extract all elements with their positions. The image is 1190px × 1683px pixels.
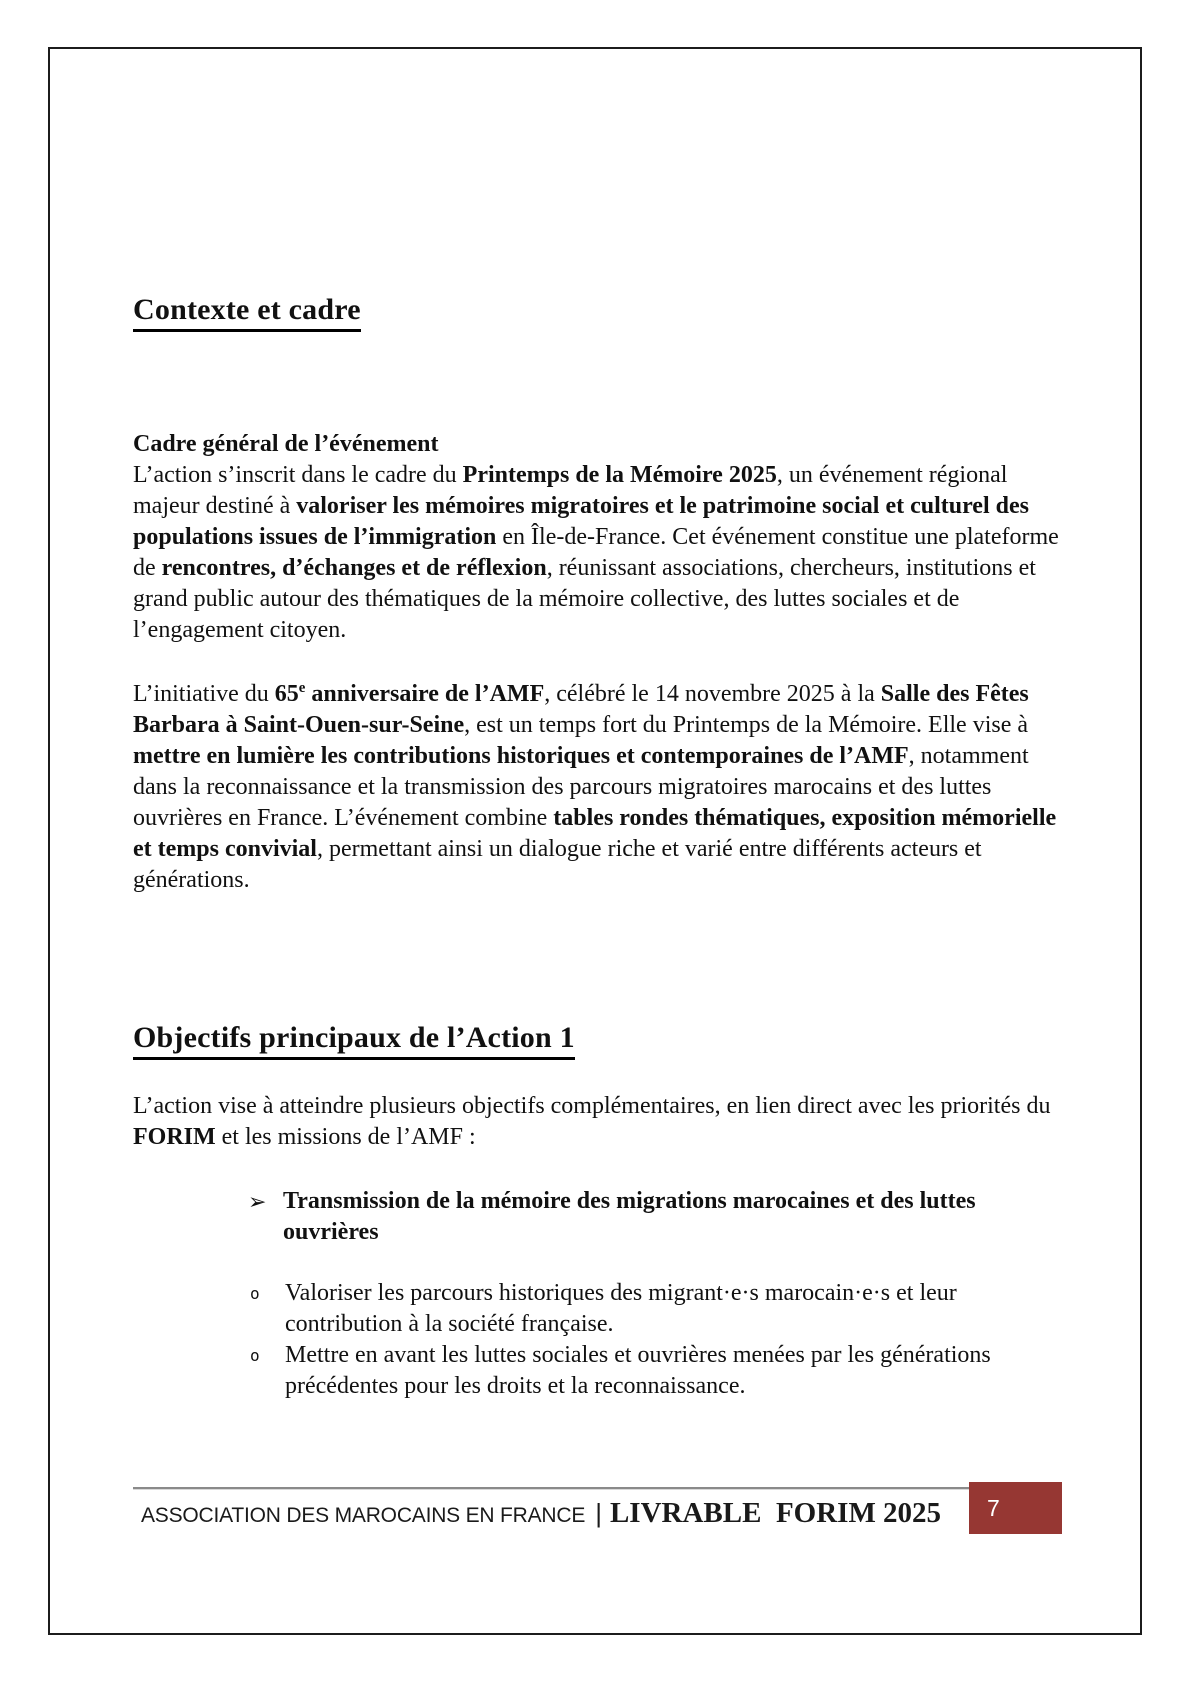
sub-bullet-list (133, 1278, 1062, 1402)
page-footer (133, 1487, 1062, 1547)
list-item (248, 1278, 1062, 1340)
bullet-transmission-text: Transmission de la mémoire des migrations marocaines et des luttes ouvrières (283, 1188, 976, 1245)
footer-organization: ASSOCIATION DES MAROCAINS EN FRANCE (141, 1504, 586, 1527)
paragraph-objectifs-intro: L’action vise à atteindre plusieurs objectifs complémentaires, en lien direct avec les priorités du FORIM et les missions de l’AMF : (133, 1093, 1051, 1150)
page-number: 7 (987, 1494, 1000, 1521)
arrow-bullet-icon: ➢ (248, 1189, 267, 1214)
bullet-transmission (248, 1186, 1062, 1248)
footer-text (141, 1497, 941, 1530)
page-number-badge (969, 1482, 1062, 1534)
footer-document-label: LIVRABLE FORIM 2025 (609, 1497, 942, 1529)
subheading-cadre-general: Cadre général de l’événement (133, 431, 439, 457)
circle-bullet-icon: o (250, 1346, 260, 1365)
footer-divider (133, 1487, 969, 1490)
footer-separator: | (595, 1498, 602, 1528)
section-heading-objectifs: Objectifs principaux de l’Action 1 (133, 1021, 575, 1060)
page-content (133, 49, 1062, 1402)
list-item (248, 1340, 1062, 1402)
circle-bullet-icon: o (250, 1284, 260, 1303)
paragraph-65e-anniversaire: L’initiative du 65e anniversaire de l’AMF, célébré le 14 novembre 2025 à la Salle des Fêtes Barbara à Saint-Ouen-sur-Seine, est un temps fort du Printemps de la Mémoire. Elle vise à mettre en lumière les contributions historiques et contemporaines de l’AMF, notamment dans la reconnaissance et la transmission des parcours migratoires marocains et des luttes ouvrières en France. L’événement combine tables rondes thématiques, exposition mémorielle et temps convivial, permettant ainsi un dialogue riche et varié entre différents acteurs et générations. (133, 680, 1057, 893)
document-page (48, 47, 1142, 1635)
paragraph-printemps-memoire: L’action s’inscrit dans le cadre du Printemps de la Mémoire 2025, un événement régional majeur destiné à valoriser les mémoires migratoires et le patrimoine social et culturel des populations issues de l’immigration en Île-de-France. Cet événement constitue une plateforme de rencontres, d’échanges et de réflexion, réunissant associations, chercheurs, institutions et grand public autour des thématiques de la mémoire collective, des luttes sociales et de l’engagement citoyen. (133, 462, 1059, 643)
subbullet-valoriser-text: Valoriser les parcours historiques des migrant·e·s marocain·e·s et leur contribution à la société française. (285, 1280, 957, 1337)
section-heading-contexte: Contexte et cadre (133, 293, 361, 332)
subbullet-mettre-text: Mettre en avant les luttes sociales et ouvrières menées par les générations précédentes pour les droits et la reconnaissance. (285, 1342, 991, 1399)
